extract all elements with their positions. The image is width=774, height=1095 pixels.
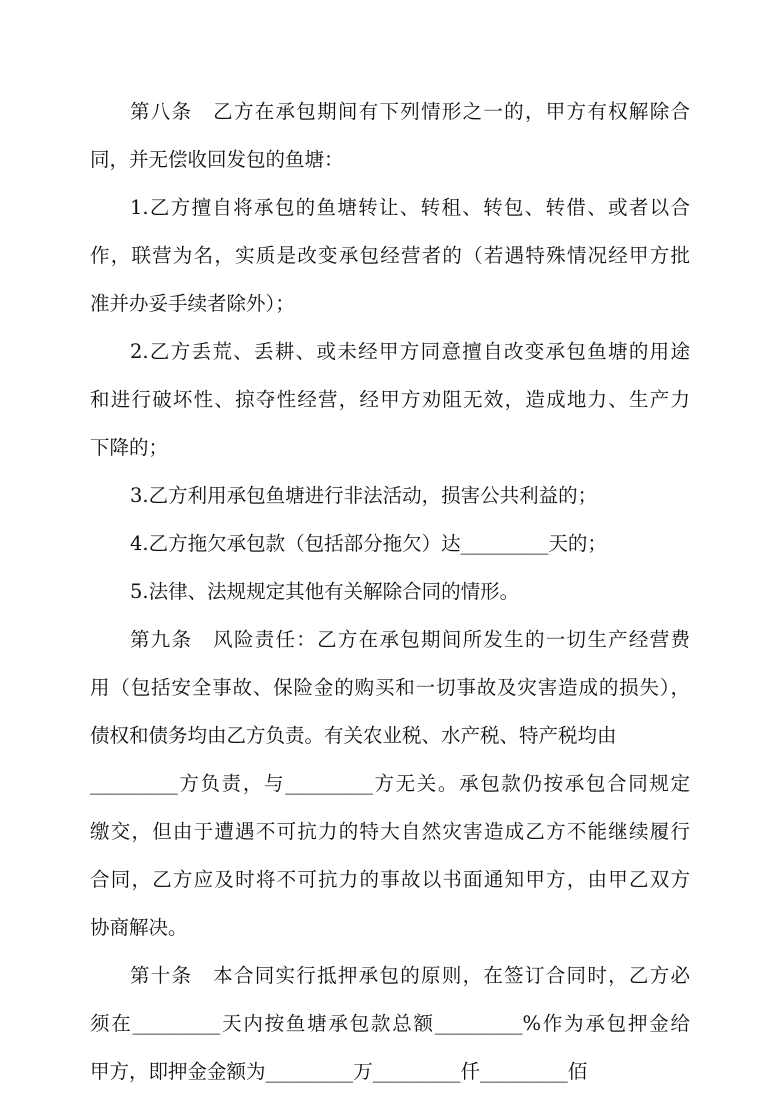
art10-line-2: 须在_________天内按鱼塘承包款总额_________%作为承包押金给 bbox=[90, 1012, 690, 1035]
art8-item4: 4.乙方拖欠承包款（包括部分拖欠）达_________天的； bbox=[130, 532, 607, 555]
art8-item3: 3.乙方利用承包鱼塘进行非法活动，损害公共利益的； bbox=[130, 484, 598, 507]
art9-line-2: 用（包括安全事故、保险金的购买和一切事故及灾害造成的损失）， bbox=[90, 676, 690, 699]
art8-item2-line-1: 2.乙方丢荒、丢耕、或未经甲方同意擅自改变承包鱼塘的用途 bbox=[130, 340, 690, 363]
art9-line-5: 缴交，但由于遭遇不可抗力的特大自然灾害造成乙方不能继续履行 bbox=[90, 820, 690, 843]
art8-item1-line-1: 1.乙方擅自将承包的鱼塘转让、转租、转包、转借、或者以合 bbox=[130, 196, 690, 219]
art9-line-6: 合同，乙方应及时将不可抗力的事故以书面通知甲方，由甲乙双方 bbox=[90, 868, 690, 891]
art8-item1-line-3: 准并办妥手续者除外）； bbox=[90, 292, 295, 315]
art8-line-1: 第八条 乙方在承包期间有下列情形之一的，甲方有权解除合 bbox=[130, 100, 690, 123]
art10-line-3: 甲方，即押金金额为_________万_________仟_________佰 bbox=[90, 1060, 588, 1083]
art8-item1-line-2: 作，联营为名，实质是改变承包经营者的（若遇特殊情况经甲方批 bbox=[90, 244, 690, 267]
art9-line-4: _________方负责，与_________方无关。承包款仍按承包合同规定 bbox=[90, 772, 690, 795]
art9-line-7: 协商解决。 bbox=[90, 916, 188, 939]
art10-line-1: 第十条 本合同实行抵押承包的原则，在签订合同时，乙方必 bbox=[130, 964, 690, 987]
art8-item2-line-3: 下降的； bbox=[90, 436, 169, 459]
art8-line-2: 同，并无偿收回发包的鱼塘： bbox=[90, 148, 344, 171]
art8-item2-line-2: 和进行破坏性、掠夺性经营，经甲方劝阻无效，造成地力、生产力 bbox=[90, 388, 690, 411]
art9-line-3: 债权和债务均由乙方负责。有关农业税、水产税、特产税均由 bbox=[90, 724, 617, 747]
art8-item5: 5.法律、法规规定其他有关解除合同的情形。 bbox=[130, 580, 520, 603]
art9-line-1: 第九条 风险责任：乙方在承包期间所发生的一切生产经营费 bbox=[130, 628, 690, 651]
